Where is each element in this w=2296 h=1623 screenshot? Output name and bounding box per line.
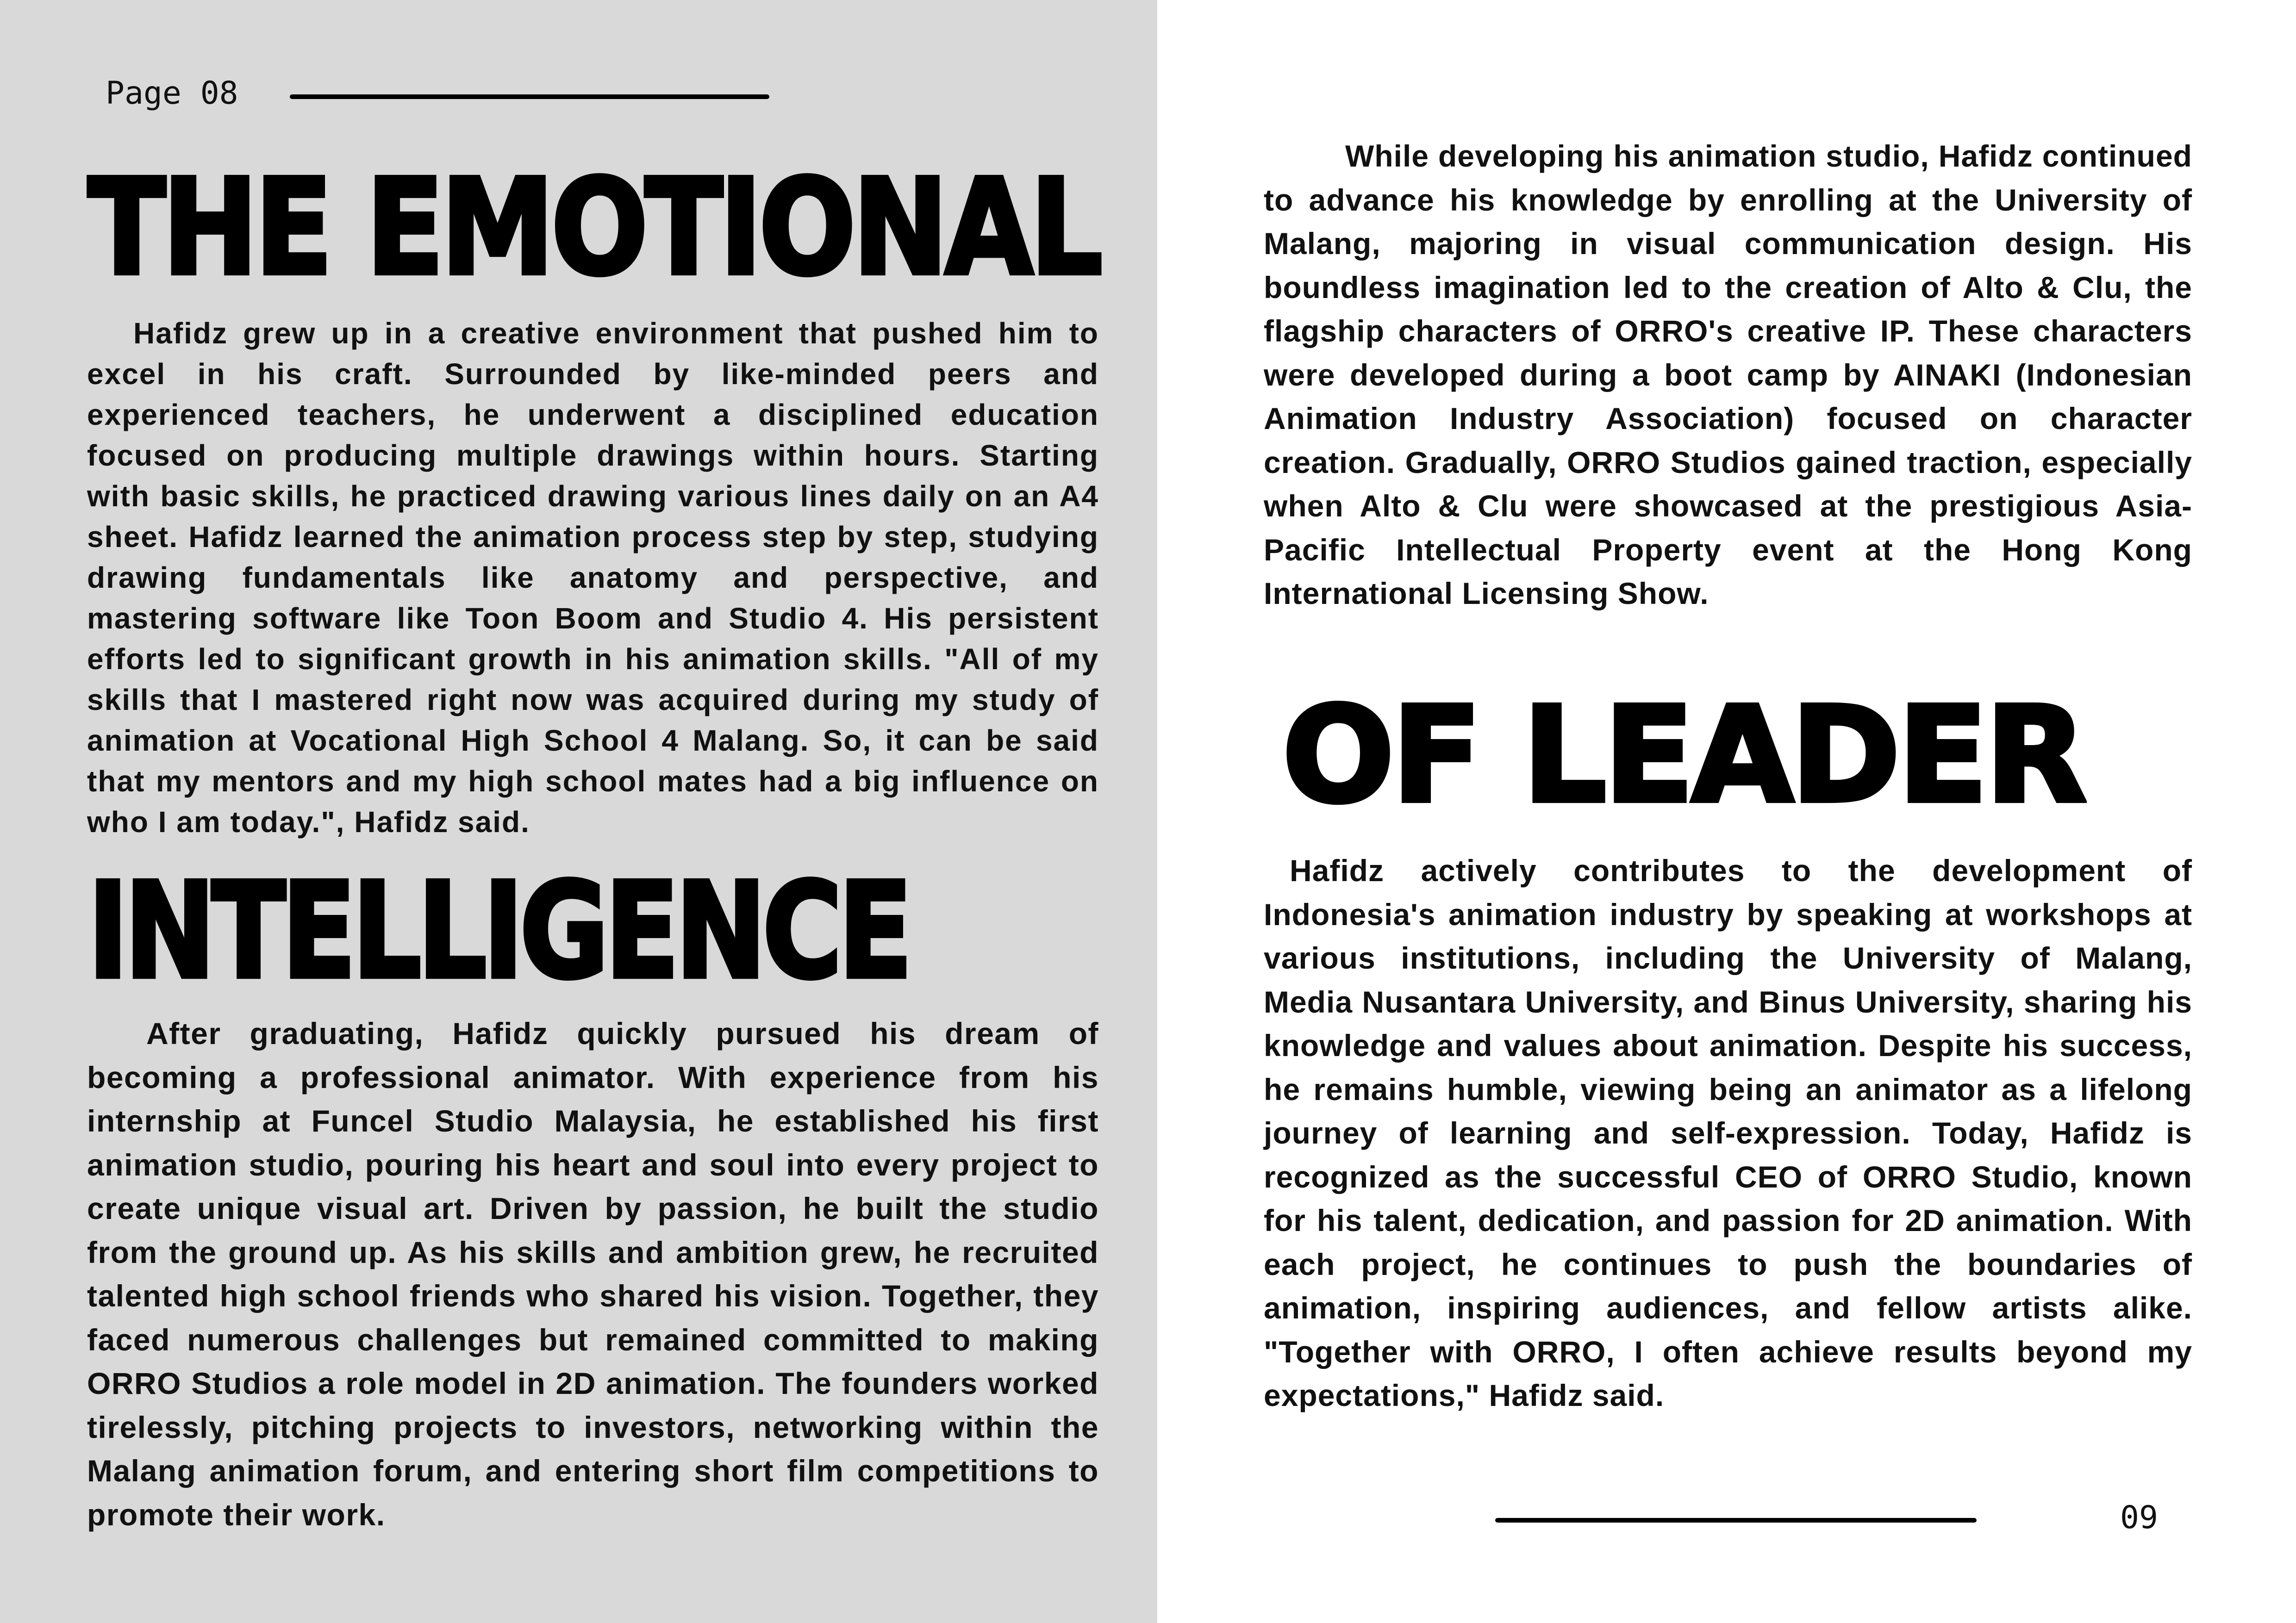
paragraph-founding-studio: After graduating, Hafidz quickly pursued his dream of becoming a professional animator. With experience from his internship at Funcel Studio Malaysia, he established his first animation studio, pouring his heart and soul into every project to create unique visual art. Driven by passion, he built the studio from the ground up. As his skills and ambition grew, he recruited talented high school friends who shared his vision. Together, they faced numerous challenges but remained committed to making ORRO Studios a role model in 2D animation. The founders worked tirelessly, pitching projects to investors, networking within the Malang animation forum, and entering short film competitions to promote their work.: [87, 1016, 1099, 1532]
footer-divider: [1495, 1518, 1977, 1523]
paragraph-contributions: Hafidz actively contributes to the development of Indonesia's animation industry by speaking at workshops at various institutions, including the University of Malang, Media Nusantara University, and Binus University, sharing his knowledge and values about animation. Despite his success, he remains humble, viewing being an animator as a lifelong journey of learning and self-expression. Today, Hafidz is recognized as the successful CEO of ORRO Studio, known for his talent, dedication, and passion for 2D animation. With each project, he continues to push the boundaries of animation, inspiring audiences, and fellow artists alike. "Together with ORRO, I often achieve results beyond my expectations," Hafidz said.: [1264, 853, 2192, 1412]
header-divider: [290, 94, 769, 99]
page-label: Page 08: [106, 75, 238, 112]
page-number: 09: [2120, 1499, 2158, 1536]
headline-intelligence: INTELLIGENCE: [88, 854, 909, 1008]
paragraph-upbringing: Hafidz grew up in a creative environment that pushed him to excel in his craft. Surrounded by like-minded peers and experienced teachers, he underwent a disciplined education focused on producing multiple drawings within hours. Starting with basic skills, he practiced drawing various lines daily on an A4 sheet. Hafidz learned the animation process step by step, studying drawing fundamentals like anatomy and perspective, and mastering software like Toon Boom and Studio 4. His persistent efforts led to significant growth in his animation skills. "All of my skills that I mastered right now was acquired during my study of animation at Vocational High School 4 Malang. So, it can be said that my mentors and my high school mates had a big influence on who I am today.", Hafidz said.: [87, 317, 1099, 839]
paragraph-university: While developing his animation studio, Hafidz continued to advance his knowledge by enrolling at the University of Malang, majoring in visual communication design. His boundless imagination led to the creation of Alto & Clu, the flagship characters of ORRO's creative IP. These characters were developed during a boot camp by AINAKI (Indonesian Animation Industry Association) focused on character creation. Gradually, ORRO Studios gained traction, especially when Alto & Clu were showcased at the prestigious Asia-Pacific Intellectual Property event at the Hong Kong International Licensing Show.: [1264, 139, 2192, 610]
headline-the-emotional: THE EMOTIONAL: [88, 151, 1100, 305]
headline-of-leader: OF LEADER: [1282, 678, 2084, 832]
